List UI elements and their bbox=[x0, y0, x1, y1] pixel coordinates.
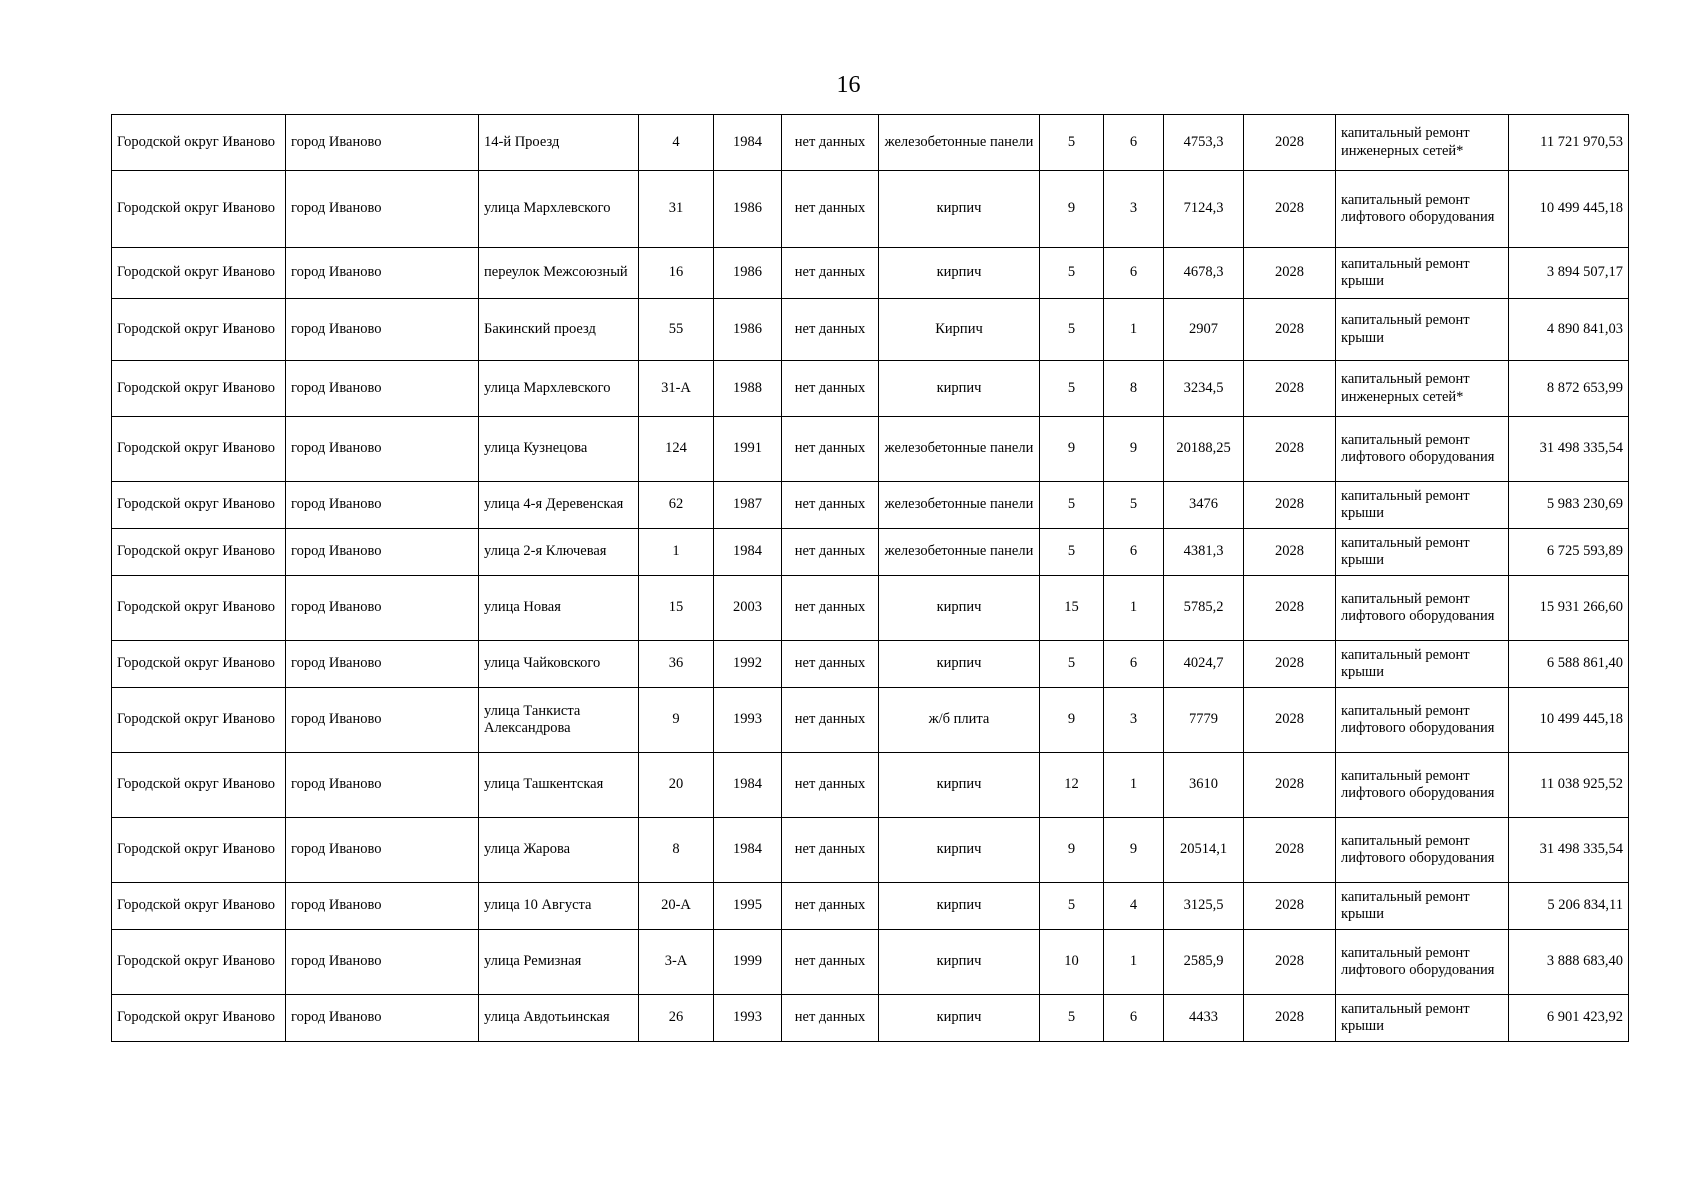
cell-house: 36 bbox=[639, 641, 714, 688]
cell-floors: 9 bbox=[1040, 688, 1104, 753]
cell-municipality: Городской округ Иваново bbox=[112, 299, 286, 361]
table-row bbox=[112, 641, 1629, 688]
cell-settlement: город Иваново bbox=[286, 115, 479, 171]
cell-wall-material: железобетонные панели bbox=[879, 417, 1040, 482]
cell-municipality: Городской округ Иваново bbox=[112, 641, 286, 688]
cell-year-privatized: нет данных bbox=[782, 361, 879, 417]
cell-planned-year: 2028 bbox=[1244, 248, 1336, 299]
cell-area: 3476 bbox=[1164, 482, 1244, 529]
cell-area: 2585,9 bbox=[1164, 930, 1244, 995]
cell-floors: 9 bbox=[1040, 818, 1104, 883]
cell-house: 20 bbox=[639, 753, 714, 818]
cell-settlement: город Иваново bbox=[286, 641, 479, 688]
table-row bbox=[112, 482, 1629, 529]
cell-wall-material: кирпич bbox=[879, 995, 1040, 1042]
cell-settlement: город Иваново bbox=[286, 482, 479, 529]
cell-planned-year: 2028 bbox=[1244, 171, 1336, 248]
cell-cost: 8 872 653,99 bbox=[1509, 361, 1629, 417]
cell-street: улица Ремизная bbox=[479, 930, 639, 995]
cell-entrances: 6 bbox=[1104, 995, 1164, 1042]
cell-year-privatized: нет данных bbox=[782, 529, 879, 576]
cell-planned-year: 2028 bbox=[1244, 641, 1336, 688]
cell-settlement: город Иваново bbox=[286, 361, 479, 417]
cell-cost: 6 588 861,40 bbox=[1509, 641, 1629, 688]
cell-settlement: город Иваново bbox=[286, 688, 479, 753]
cell-wall-material: железобетонные панели bbox=[879, 115, 1040, 171]
table-row bbox=[112, 818, 1629, 883]
cell-cost: 11 038 925,52 bbox=[1509, 753, 1629, 818]
cell-area: 4024,7 bbox=[1164, 641, 1244, 688]
cell-municipality: Городской округ Иваново bbox=[112, 482, 286, 529]
cell-cost: 4 890 841,03 bbox=[1509, 299, 1629, 361]
cell-municipality: Городской округ Иваново bbox=[112, 248, 286, 299]
cell-area: 7779 bbox=[1164, 688, 1244, 753]
cell-floors: 15 bbox=[1040, 576, 1104, 641]
page-number: 16 bbox=[836, 72, 861, 98]
table-row bbox=[112, 930, 1629, 995]
cell-planned-year: 2028 bbox=[1244, 417, 1336, 482]
cell-work-type: капитальный ремонт лифтового оборудования bbox=[1336, 688, 1509, 753]
cell-municipality: Городской округ Иваново bbox=[112, 995, 286, 1042]
cell-year-built: 1986 bbox=[714, 171, 782, 248]
cell-house: 26 bbox=[639, 995, 714, 1042]
table-row bbox=[112, 995, 1629, 1042]
cell-floors: 5 bbox=[1040, 529, 1104, 576]
cell-wall-material: кирпич bbox=[879, 883, 1040, 930]
cell-entrances: 1 bbox=[1104, 576, 1164, 641]
cell-floors: 10 bbox=[1040, 930, 1104, 995]
cell-cost: 6 901 423,92 bbox=[1509, 995, 1629, 1042]
cell-area: 3125,5 bbox=[1164, 883, 1244, 930]
cell-wall-material: ж/б плита bbox=[879, 688, 1040, 753]
cell-street: улица Кузнецова bbox=[479, 417, 639, 482]
cell-entrances: 6 bbox=[1104, 641, 1164, 688]
cell-floors: 12 bbox=[1040, 753, 1104, 818]
cell-work-type: капитальный ремонт лифтового оборудования bbox=[1336, 930, 1509, 995]
cell-work-type: капитальный ремонт инженерных сетей* bbox=[1336, 115, 1509, 171]
cell-street: улица Мархлевского bbox=[479, 361, 639, 417]
cell-wall-material: кирпич bbox=[879, 930, 1040, 995]
table-row bbox=[112, 576, 1629, 641]
cell-municipality: Городской округ Иваново bbox=[112, 883, 286, 930]
cell-work-type: капитальный ремонт крыши bbox=[1336, 248, 1509, 299]
housing-repair-table bbox=[111, 114, 1629, 1042]
cell-house: 3-А bbox=[639, 930, 714, 995]
cell-cost: 10 499 445,18 bbox=[1509, 171, 1629, 248]
table-row bbox=[112, 753, 1629, 818]
cell-wall-material: кирпич bbox=[879, 818, 1040, 883]
cell-floors: 5 bbox=[1040, 883, 1104, 930]
cell-planned-year: 2028 bbox=[1244, 576, 1336, 641]
cell-year-built: 1995 bbox=[714, 883, 782, 930]
cell-house: 15 bbox=[639, 576, 714, 641]
cell-entrances: 1 bbox=[1104, 299, 1164, 361]
cell-area: 2907 bbox=[1164, 299, 1244, 361]
cell-municipality: Городской округ Иваново bbox=[112, 115, 286, 171]
cell-area: 4678,3 bbox=[1164, 248, 1244, 299]
cell-cost: 10 499 445,18 bbox=[1509, 688, 1629, 753]
cell-house: 62 bbox=[639, 482, 714, 529]
cell-planned-year: 2028 bbox=[1244, 753, 1336, 818]
cell-planned-year: 2028 bbox=[1244, 995, 1336, 1042]
cell-entrances: 3 bbox=[1104, 171, 1164, 248]
cell-area: 3610 bbox=[1164, 753, 1244, 818]
cell-entrances: 4 bbox=[1104, 883, 1164, 930]
cell-year-built: 1993 bbox=[714, 995, 782, 1042]
cell-area: 20514,1 bbox=[1164, 818, 1244, 883]
cell-year-privatized: нет данных bbox=[782, 995, 879, 1042]
cell-settlement: город Иваново bbox=[286, 753, 479, 818]
cell-street: улица 2-я Ключевая bbox=[479, 529, 639, 576]
cell-cost: 31 498 335,54 bbox=[1509, 417, 1629, 482]
cell-street: Бакинский проезд bbox=[479, 299, 639, 361]
cell-settlement: город Иваново bbox=[286, 299, 479, 361]
cell-house: 55 bbox=[639, 299, 714, 361]
cell-year-privatized: нет данных bbox=[782, 753, 879, 818]
cell-planned-year: 2028 bbox=[1244, 529, 1336, 576]
cell-planned-year: 2028 bbox=[1244, 482, 1336, 529]
table-row bbox=[112, 171, 1629, 248]
cell-year-privatized: нет данных bbox=[782, 818, 879, 883]
cell-work-type: капитальный ремонт лифтового оборудования bbox=[1336, 818, 1509, 883]
cell-cost: 11 721 970,53 bbox=[1509, 115, 1629, 171]
cell-year-built: 1984 bbox=[714, 529, 782, 576]
cell-year-built: 1992 bbox=[714, 641, 782, 688]
cell-cost: 31 498 335,54 bbox=[1509, 818, 1629, 883]
cell-settlement: город Иваново bbox=[286, 883, 479, 930]
cell-floors: 9 bbox=[1040, 417, 1104, 482]
cell-planned-year: 2028 bbox=[1244, 930, 1336, 995]
cell-settlement: город Иваново bbox=[286, 417, 479, 482]
cell-work-type: капитальный ремонт крыши bbox=[1336, 529, 1509, 576]
cell-planned-year: 2028 bbox=[1244, 883, 1336, 930]
cell-floors: 5 bbox=[1040, 115, 1104, 171]
cell-floors: 5 bbox=[1040, 995, 1104, 1042]
cell-street: 14-й Проезд bbox=[479, 115, 639, 171]
table-row bbox=[112, 529, 1629, 576]
cell-cost: 3 888 683,40 bbox=[1509, 930, 1629, 995]
cell-entrances: 6 bbox=[1104, 115, 1164, 171]
cell-cost: 15 931 266,60 bbox=[1509, 576, 1629, 641]
cell-floors: 5 bbox=[1040, 299, 1104, 361]
cell-cost: 5 206 834,11 bbox=[1509, 883, 1629, 930]
cell-year-built: 1993 bbox=[714, 688, 782, 753]
cell-planned-year: 2028 bbox=[1244, 299, 1336, 361]
cell-street: улица Жарова bbox=[479, 818, 639, 883]
cell-work-type: капитальный ремонт крыши bbox=[1336, 883, 1509, 930]
cell-entrances: 6 bbox=[1104, 529, 1164, 576]
cell-municipality: Городской округ Иваново bbox=[112, 818, 286, 883]
table-row bbox=[112, 115, 1629, 171]
cell-planned-year: 2028 bbox=[1244, 361, 1336, 417]
cell-wall-material: кирпич bbox=[879, 248, 1040, 299]
cell-planned-year: 2028 bbox=[1244, 688, 1336, 753]
cell-year-built: 1984 bbox=[714, 753, 782, 818]
cell-wall-material: кирпич bbox=[879, 576, 1040, 641]
cell-floors: 5 bbox=[1040, 248, 1104, 299]
cell-year-built: 1987 bbox=[714, 482, 782, 529]
cell-street: переулок Межсоюзный bbox=[479, 248, 639, 299]
cell-area: 7124,3 bbox=[1164, 171, 1244, 248]
cell-floors: 5 bbox=[1040, 482, 1104, 529]
cell-settlement: город Иваново bbox=[286, 995, 479, 1042]
cell-street: улица Танкиста Александрова bbox=[479, 688, 639, 753]
cell-area: 4753,3 bbox=[1164, 115, 1244, 171]
cell-year-built: 2003 bbox=[714, 576, 782, 641]
cell-year-built: 1984 bbox=[714, 115, 782, 171]
cell-planned-year: 2028 bbox=[1244, 818, 1336, 883]
cell-entrances: 5 bbox=[1104, 482, 1164, 529]
cell-wall-material: кирпич bbox=[879, 361, 1040, 417]
cell-settlement: город Иваново bbox=[286, 248, 479, 299]
cell-house: 4 bbox=[639, 115, 714, 171]
cell-street: улица 10 Августа bbox=[479, 883, 639, 930]
cell-floors: 9 bbox=[1040, 171, 1104, 248]
cell-street: улица 4-я Деревенская bbox=[479, 482, 639, 529]
cell-year-privatized: нет данных bbox=[782, 576, 879, 641]
cell-wall-material: кирпич bbox=[879, 753, 1040, 818]
cell-year-privatized: нет данных bbox=[782, 417, 879, 482]
cell-house: 16 bbox=[639, 248, 714, 299]
cell-house: 31-А bbox=[639, 361, 714, 417]
table-row bbox=[112, 688, 1629, 753]
cell-street: улица Новая bbox=[479, 576, 639, 641]
cell-house: 9 bbox=[639, 688, 714, 753]
cell-area: 3234,5 bbox=[1164, 361, 1244, 417]
cell-year-privatized: нет данных bbox=[782, 641, 879, 688]
cell-work-type: капитальный ремонт лифтового оборудования bbox=[1336, 576, 1509, 641]
cell-area: 4381,3 bbox=[1164, 529, 1244, 576]
cell-floors: 5 bbox=[1040, 641, 1104, 688]
cell-area: 4433 bbox=[1164, 995, 1244, 1042]
cell-cost: 5 983 230,69 bbox=[1509, 482, 1629, 529]
cell-planned-year: 2028 bbox=[1244, 115, 1336, 171]
cell-year-privatized: нет данных bbox=[782, 171, 879, 248]
cell-year-built: 1991 bbox=[714, 417, 782, 482]
cell-year-privatized: нет данных bbox=[782, 248, 879, 299]
cell-area: 5785,2 bbox=[1164, 576, 1244, 641]
cell-year-privatized: нет данных bbox=[782, 930, 879, 995]
cell-wall-material: железобетонные панели bbox=[879, 482, 1040, 529]
table-row bbox=[112, 248, 1629, 299]
cell-municipality: Городской округ Иваново bbox=[112, 576, 286, 641]
cell-municipality: Городской округ Иваново bbox=[112, 529, 286, 576]
cell-settlement: город Иваново bbox=[286, 930, 479, 995]
table-body bbox=[112, 115, 1629, 1042]
cell-floors: 5 bbox=[1040, 361, 1104, 417]
cell-wall-material: Кирпич bbox=[879, 299, 1040, 361]
cell-entrances: 8 bbox=[1104, 361, 1164, 417]
table-row bbox=[112, 299, 1629, 361]
cell-year-built: 1988 bbox=[714, 361, 782, 417]
cell-entrances: 9 bbox=[1104, 818, 1164, 883]
cell-municipality: Городской округ Иваново bbox=[112, 171, 286, 248]
cell-wall-material: кирпич bbox=[879, 641, 1040, 688]
cell-street: улица Мархлевского bbox=[479, 171, 639, 248]
cell-settlement: город Иваново bbox=[286, 818, 479, 883]
cell-settlement: город Иваново bbox=[286, 529, 479, 576]
cell-entrances: 9 bbox=[1104, 417, 1164, 482]
cell-year-built: 1986 bbox=[714, 299, 782, 361]
cell-entrances: 1 bbox=[1104, 753, 1164, 818]
cell-entrances: 6 bbox=[1104, 248, 1164, 299]
cell-settlement: город Иваново bbox=[286, 171, 479, 248]
cell-house: 8 bbox=[639, 818, 714, 883]
cell-municipality: Городской округ Иваново bbox=[112, 930, 286, 995]
cell-house: 1 bbox=[639, 529, 714, 576]
cell-wall-material: железобетонные панели bbox=[879, 529, 1040, 576]
cell-house: 31 bbox=[639, 171, 714, 248]
cell-entrances: 3 bbox=[1104, 688, 1164, 753]
cell-year-built: 1986 bbox=[714, 248, 782, 299]
cell-house: 20-А bbox=[639, 883, 714, 930]
cell-municipality: Городской округ Иваново bbox=[112, 417, 286, 482]
cell-work-type: капитальный ремонт крыши bbox=[1336, 299, 1509, 361]
table-row bbox=[112, 361, 1629, 417]
cell-year-built: 1999 bbox=[714, 930, 782, 995]
cell-settlement: город Иваново bbox=[286, 576, 479, 641]
cell-entrances: 1 bbox=[1104, 930, 1164, 995]
cell-wall-material: кирпич bbox=[879, 171, 1040, 248]
cell-street: улица Ташкентская bbox=[479, 753, 639, 818]
cell-work-type: капитальный ремонт крыши bbox=[1336, 641, 1509, 688]
cell-area: 20188,25 bbox=[1164, 417, 1244, 482]
cell-year-built: 1984 bbox=[714, 818, 782, 883]
cell-municipality: Городской округ Иваново bbox=[112, 361, 286, 417]
cell-year-privatized: нет данных bbox=[782, 883, 879, 930]
cell-municipality: Городской округ Иваново bbox=[112, 753, 286, 818]
cell-year-privatized: нет данных bbox=[782, 688, 879, 753]
cell-municipality: Городской округ Иваново bbox=[112, 688, 286, 753]
cell-work-type: капитальный ремонт лифтового оборудования bbox=[1336, 171, 1509, 248]
cell-street: улица Чайковского bbox=[479, 641, 639, 688]
cell-work-type: капитальный ремонт крыши bbox=[1336, 995, 1509, 1042]
cell-work-type: капитальный ремонт крыши bbox=[1336, 482, 1509, 529]
table-row bbox=[112, 883, 1629, 930]
cell-house: 124 bbox=[639, 417, 714, 482]
cell-work-type: капитальный ремонт лифтового оборудования bbox=[1336, 753, 1509, 818]
cell-year-privatized: нет данных bbox=[782, 299, 879, 361]
cell-work-type: капитальный ремонт инженерных сетей* bbox=[1336, 361, 1509, 417]
cell-year-privatized: нет данных bbox=[782, 482, 879, 529]
cell-cost: 3 894 507,17 bbox=[1509, 248, 1629, 299]
table-row bbox=[112, 417, 1629, 482]
cell-street: улица Авдотьинская bbox=[479, 995, 639, 1042]
cell-work-type: капитальный ремонт лифтового оборудования bbox=[1336, 417, 1509, 482]
cell-year-privatized: нет данных bbox=[782, 115, 879, 171]
cell-cost: 6 725 593,89 bbox=[1509, 529, 1629, 576]
